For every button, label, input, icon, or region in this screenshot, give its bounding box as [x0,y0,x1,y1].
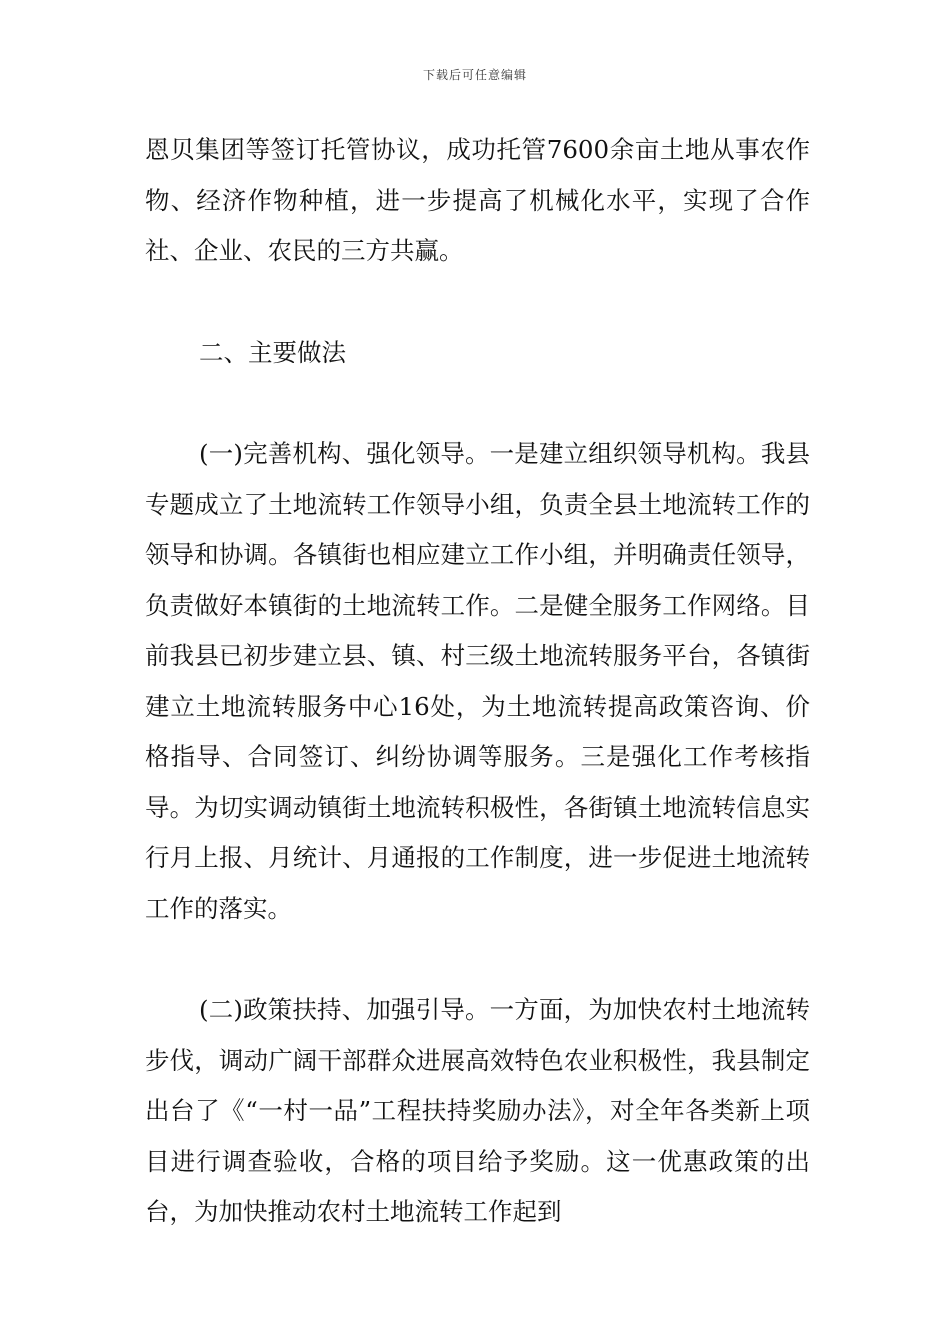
paragraph-policy-support: (二)政策扶持、加强引导。一方面，为加快农村土地流转步伐，调动广阔干部群众进展高效特色农业积极性，我县制定出台了《“一村一品”工程扶持奖励办法》，对全年各类新上项目进行调查验收，合格的项目给予奖励。这一优惠政策的出台，为加快推动农村土地流转工作起到 [145,995,810,1226]
paragraph-organization-leadership: (一)完善机构、强化领导。一是建立组织领导机构。我县专题成立了土地流转工作领导小组，负责全县土地流转工作的领导和协调。各镇街也相应建立工作小组，并明确责任领导，负责做好本镇街的土地流转工作。二是健全服务工作网络。目前我县已初步建立县、镇、村三级土地流转服务平台，各镇街建立土地流转服务中心16处，为土地流转提高政策咨询、价格指导、合同签订、纠纷协调等服务。三是强化工作考核指导。为切实调动镇街土地流转积极性，各街镇土地流转信息实行月上报、月统计、月通报的工作制度，进一步促进土地流转工作的落实。 [145,439,810,923]
download-editable-note: 下载后可任意编辑 [422,68,527,82]
paragraph-continuation: 恩贝集团等签订托管协议，成功托管7600余亩土地从事农作物、经济作物种植，进一步提高了机械化水平，实现了合作社、企业、农民的三方共赢。 [145,135,810,265]
paragraph-gap [145,277,810,328]
document-body [145,125,810,1238]
section-heading-main-practices: 二、主要做法 [199,337,346,367]
paragraph-gap [145,934,810,985]
paragraph-gap [145,378,810,429]
